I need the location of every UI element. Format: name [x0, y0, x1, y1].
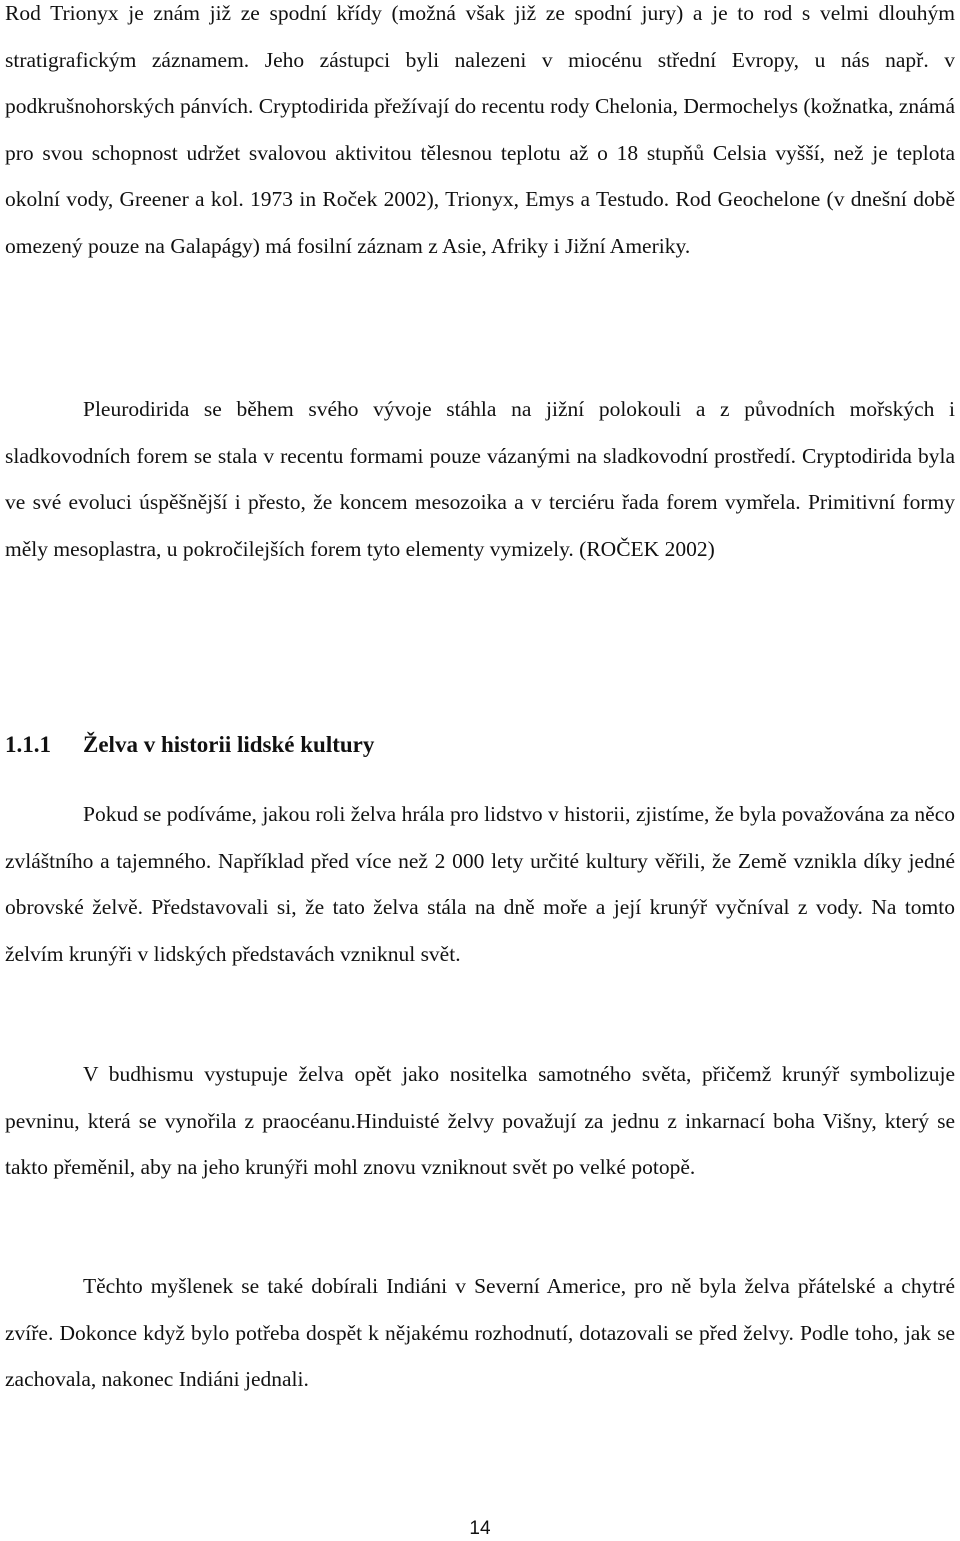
page-number: 14 — [469, 1518, 491, 1539]
section-title: Želva v historii lidské kultury — [83, 732, 375, 757]
paragraph-buddhism: V budhismu vystupuje želva opět jako nositelka samotného světa, přičemž krunýř symbolizuje pevninu, která se vynořila z praocéanu.Hinduisté želvy považují za jednu z inkarnací boha Višny, který se takto přeměnil, aby na jeho krunýři mohl znovu vzniknout svět po velké potopě. — [5, 1062, 955, 1179]
section-heading — [5, 722, 374, 768]
paragraph-history: Pokud se podíváme, jakou roli želva hrála pro lidstvo v historii, zjistíme, že byla považována za něco zvláštního a tajemného. Například před více než 2 000 lety určité kultury věřili, že Země vznikla díky jedné obrovské želvě. Představovali si, že tato želva stála na dně moře a její krunýř vyčníval z vody. Na tomto želvím krunýři v lidských představách vzniknul svět. — [5, 802, 955, 966]
paragraph-native-americans: Těchto myšlenek se také dobírali Indiáni v Severní Americe, pro ně byla želva přátelské a chytré zvíře. Dokonce když bylo potřeba dospět k nějakému rozhodnutí, dotazovali se před želvy. Podle toho, jak se zachovala, nakonec Indiáni jednali. — [5, 1274, 955, 1391]
section-number: 1.1.1 — [5, 732, 51, 757]
paragraph-pleurodirida: Pleurodirida se během svého vývoje stáhla na jižní polokouli a z původních mořských i sladkovodních forem se stala v recentu formami pouze vázanými na sladkovodní prostředí. Cryptodirida byla ve své evoluci úspěšnější i přesto, že koncem mesozoika a v terciéru řada forem vymřela. Primitivní formy měly mesoplastra, u pokročilejších forem tyto elementy vymizely. (ROČEK 2002) — [5, 397, 955, 561]
paragraph-fossil-record: Rod Trionyx je znám již ze spodní křídy (možná však již ze spodní jury) a je to rod s velmi dlouhým stratigrafickým záznamem. Jeho zástupci byli nalezeni v miocénu střední Evropy, u nás např. v podkrušnohorských pánvích. Cryptodirida přežívají do recentu rody Chelonia, Dermochelys (kožnatka, známá pro svou schopnost udržet svalovou aktivitou tělesnou teplotu až o 18 stupňů Celsia vyšší, než je teplota okolní vody, Greener a kol. 1973 in Roček 2002), Trionyx, Emys a Testudo. Rod Geochelone (v dnešní době omezený pouze na Galapágy) má fosilní záznam z Asie, Afriky i Jižní Ameriky. — [5, 1, 955, 258]
